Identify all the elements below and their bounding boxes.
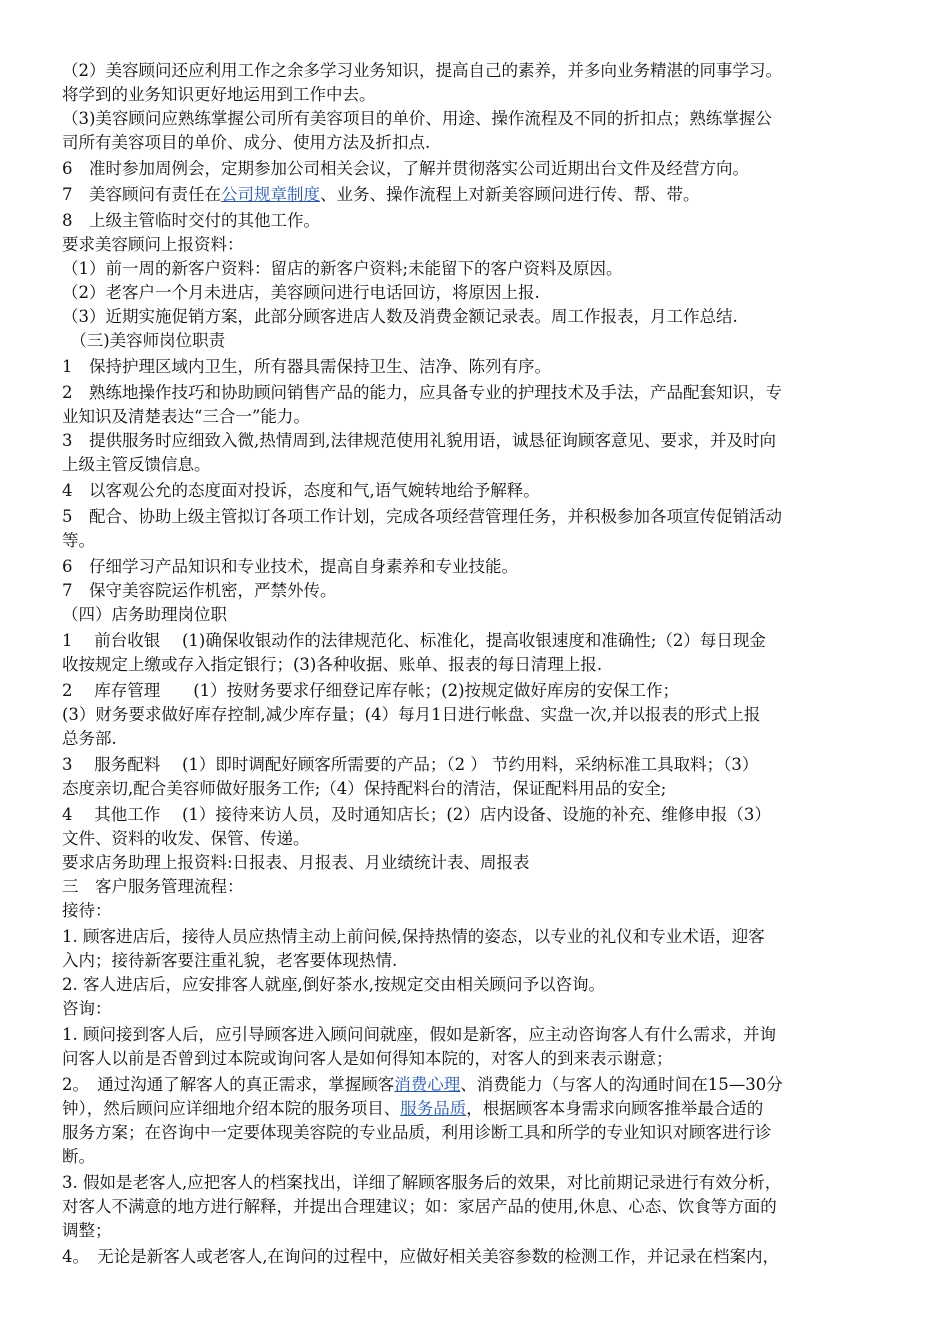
text-segment: 6 准时参加周例会，定期参加公司相关会议，了解并贯彻落实公司近期出台文件及经营方向。 [62,159,749,178]
text-line [62,282,896,304]
text-line [62,998,896,1020]
text-line [62,330,896,352]
text-segment: 入内；接待新客要注重礼貌，老客要体现热情. [62,951,398,970]
text-line [62,580,896,602]
text-line [62,680,896,702]
text-line [62,1172,896,1194]
text-line [62,852,896,874]
text-segment: (3）财务要求做好库存控制,减少库存量；(4）每月1日进行帐盘、实盘一次,并以报表的形式上报 [62,705,761,724]
text-segment: 要求美容顾问上报资料： [62,235,244,254]
text-line [62,974,896,996]
text-segment: 服务方案；在咨询中一定要体现美容院的专业品质，利用诊断工具和所学的专业知识对顾客进行诊 [62,1123,772,1142]
text-segment: （2）老客户一个月未进店，美容顾问进行电话回访，将原因上报. [62,283,540,302]
text-segment: 文件、资料的收发、保管、传递。 [62,829,310,848]
text-line [62,1024,896,1046]
text-segment: 对客人不满意的地方进行解释，并提出合理建议；如：家居产品的使用,休息、心态、饮食等方面的 [62,1197,777,1216]
text-segment: （1）前一周的新客户资料：留店的新客户资料;未能留下的客户资料及原因。 [62,259,623,278]
text-segment: 等。 [62,531,95,550]
text-segment: 7 美容顾问有责任在 [62,185,221,204]
text-line [62,234,896,256]
text-line [62,406,896,428]
text-segment: 收按规定上缴或存入指定银行；(3)各种收据、账单、报表的每日清理上报. [62,655,603,674]
text-segment: 1 保持护理区域内卫生，所有器具需保持卫生、洁净、陈列有序。 [62,357,551,376]
text-line [62,630,896,652]
text-segment: 2。 通过沟通了解客人的真正需求，掌握顾客 [62,1075,395,1094]
text-line [62,158,896,180]
text-line [62,1122,896,1144]
hyperlink[interactable]: 消费心理 [394,1075,461,1094]
text-line [62,900,896,922]
text-segment: 业知识及清楚表达“三合一”能力。 [62,407,310,426]
text-line [62,604,896,626]
text-line [62,804,896,826]
text-line [62,704,896,726]
text-line [62,60,896,82]
text-segment: 咨询： [62,999,112,1018]
text-segment: （3）近期实施促销方案，此部分顾客进店人数及消费金额记录表。周工作报表，月工作总结. [62,307,738,326]
text-line [62,876,896,898]
text-segment: 、业务、操作流程上对新美容顾问进行传、帮、带。 [320,185,700,204]
text-line [62,1048,896,1070]
text-line [62,778,896,800]
text-line [62,84,896,106]
text-segment: 7 保守美容院运作机密，严禁外传。 [62,581,337,600]
text-segment: 5 配合、协助上级主管拟订各项工作计划，完成各项经营管理任务，并积极参加各项宣传促销活动 [62,507,782,526]
text-line [62,184,896,206]
text-line [62,356,896,378]
text-segment: 3. 假如是老客人,应把客人的档案找出，详细了解顾客服务后的效果，对比前期记录进行有效分析， [62,1173,782,1192]
text-segment: ，根据顾客本身需求向顾客推举最合适的 [466,1099,764,1118]
text-segment: 3 服务配料 (1）即时调配好顾客所需要的产品；（2 ） 节约用料，采纳标准工具取料；（3） [62,755,759,774]
text-line [62,828,896,850]
text-segment: 钟），然后顾问应详细地介绍本院的服务项目、 [62,1099,401,1118]
text-line [62,132,896,154]
text-line [62,430,896,452]
text-segment: 2 熟练地操作技巧和协助顾问销售产品的能力，应具备专业的护理技术及手法，产品配套知识，专 [62,383,782,402]
text-segment: 1 前台收银 (1)确保收银动作的法律规范化、标准化，提高收银速度和准确性;（2）每日现金 [62,631,766,650]
text-line [62,728,896,750]
text-segment: 三 客户服务管理流程： [62,877,244,896]
text-line [62,754,896,776]
text-line [62,108,896,130]
text-line [62,1098,896,1120]
text-line [62,1196,896,1218]
text-line [62,382,896,404]
text-line [62,506,896,528]
text-segment: 1. 顾客进店后，接待人员应热情主动上前问候,保持热情的姿态，以专业的礼仪和专业术语，迎客 [62,927,765,946]
text-segment: （四）店务助理岗位职 [62,605,227,624]
text-line [62,210,896,232]
text-line [62,1246,896,1268]
text-segment: 将学到的业务知识更好地运用到工作中去。 [62,85,376,104]
text-segment: 司所有美容项目的单价、成分、使用方法及折扣点. [62,133,431,152]
text-segment: 1. 顾问接到客人后，应引导顾客进入顾问间就座，假如是新客，应主动咨询客人有什么需求，并询 [62,1025,776,1044]
text-line [62,530,896,552]
text-line [62,258,896,280]
text-segment: 4 其他工作 (1）接待来访人员，及时通知店长；(2）店内设备、设施的补充、维修申报（3） [62,805,771,824]
text-segment: 6 仔细学习产品知识和专业技术，提高自身素养和专业技能。 [62,557,518,576]
text-line [62,654,896,676]
text-segment: 4 以客观公允的态度面对投诉，态度和气,语气婉转地给予解释。 [62,481,540,500]
text-line [62,1220,896,1242]
text-line [62,1074,896,1096]
text-line [62,950,896,972]
text-segment: 总务部. [62,729,117,748]
text-line [62,926,896,948]
text-segment: 要求店务助理上报资料:日报表、月报表、月业绩统计表、周报表 [62,853,530,872]
hyperlink[interactable]: 服务品质 [400,1099,467,1118]
text-segment: 、消费能力（与客人的沟通时间在15—30分 [460,1075,783,1094]
hyperlink[interactable]: 公司规章制度 [221,185,320,204]
text-segment: 2 库存管理 (1）按财务要求仔细登记库存帐；(2)按规定做好库房的安保工作； [62,681,680,700]
text-line [62,454,896,476]
text-segment: 8 上级主管临时交付的其他工作。 [62,211,320,230]
text-segment: 问客人以前是否曾到过本院或询问客人是如何得知本院的，对客人的到来表示谢意； [62,1049,673,1068]
text-segment: （三)美容师岗位职责 [62,331,226,350]
text-segment: 断。 [62,1147,95,1166]
text-segment: 4。 无论是新客人或老客人,在询问的过程中，应做好相关美容参数的检测工作，并记录在档案内， [62,1247,779,1266]
text-line [62,480,896,502]
text-segment: （3)美容顾问应熟练掌握公司所有美容项目的单价、用途、操作流程及不同的折扣点；熟练掌握公 [62,109,772,128]
text-segment: 2. 客人进店后，应安排客人就座,倒好茶水,按规定交由相关顾问予以咨询。 [62,975,605,994]
text-segment: 态度亲切,配合美容师做好服务工作;（4）保持配料台的清洁，保证配料用品的安全; [62,779,667,798]
text-segment: 接待： [62,901,112,920]
text-segment: 3 提供服务时应细致入微,热情周到,法律规范使用礼貌用语，诚恳征询顾客意见、要求，并及时向 [62,431,776,450]
text-line [62,556,896,578]
text-line [62,1146,896,1168]
text-segment: 调整； [62,1221,112,1240]
text-segment: （2）美容顾问还应利用工作之余多学习业务知识，提高自己的素养，并多向业务精湛的同事学习。 [62,61,782,80]
text-line [62,306,896,328]
text-segment: 上级主管反馈信息。 [62,455,211,474]
